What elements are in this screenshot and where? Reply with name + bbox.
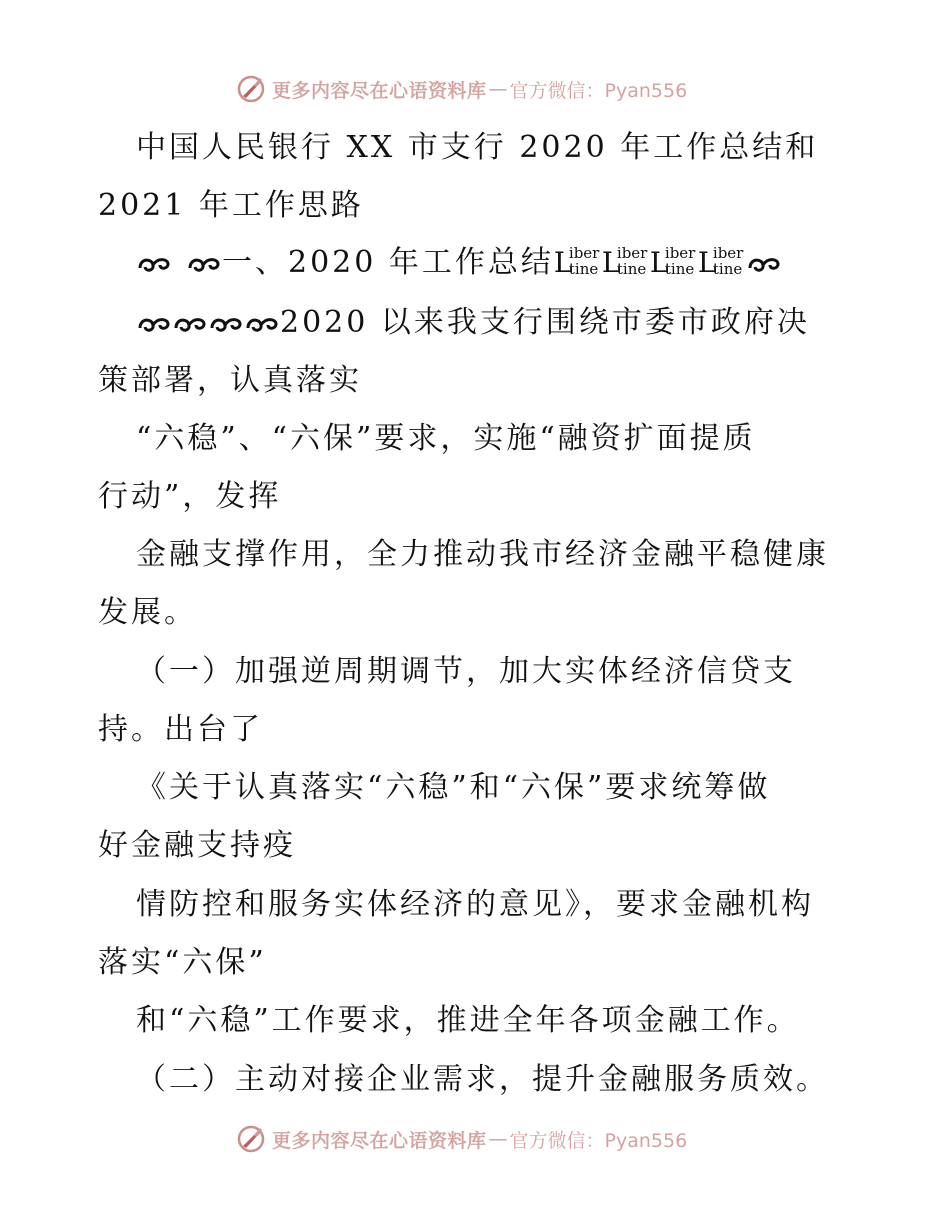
paragraph-4-line-2: 持。出台了 (98, 712, 263, 747)
ligature-sub: tine (664, 260, 695, 278)
ligature-sup: iber (616, 244, 648, 262)
paragraph-1-line-1 (136, 303, 810, 343)
section-heading-row (136, 243, 782, 283)
watermark-wechat: 官方微信：Pyan556 (509, 1129, 688, 1152)
ligature-big: L (649, 246, 672, 279)
doc-title-line-2: 2021 年工作思路 (98, 188, 364, 223)
ligature-big: L (601, 246, 624, 279)
ligature-big: L (553, 246, 576, 279)
watermark-text: 更多内容尽在心语资料库 (272, 79, 487, 102)
ornament-icon (186, 253, 222, 275)
paragraph-2-line-1: “六稳”、“六保”要求，实施“融资扩面提质 (136, 421, 756, 456)
ornament-icon (244, 313, 280, 335)
watermark-separator: — (488, 1128, 508, 1150)
paragraph-6-line-1: 情防控和服务实体经济的意见》，要求金融机构 (136, 887, 814, 922)
ligature-glyph (697, 244, 745, 281)
ornament-icon (746, 253, 782, 275)
paragraph-7-line-1: 和“六稳”工作要求，推进全年各项金融工作。 (136, 1003, 800, 1038)
section-heading: 一、2020 年工作总结 (222, 245, 554, 280)
header-watermark-banner (0, 70, 950, 110)
ligature-glyph (601, 244, 649, 281)
ornament-icon (136, 253, 172, 275)
ligature-sub: tine (568, 260, 599, 278)
ligature-sup: iber (664, 244, 696, 262)
ligature-sub: tine (616, 260, 647, 278)
paragraph-8-line-1: （二）主动对接企业需求，提升金融服务质效。 (136, 1062, 829, 1097)
ligature-glyph (649, 244, 697, 281)
ligature-glyph (553, 244, 601, 281)
quill-logo-icon (236, 74, 266, 104)
ornament-icon (136, 313, 172, 335)
paragraph-text: 2020 以来我支行围绕市委市政府决 (280, 305, 810, 340)
ligature-big: L (697, 246, 720, 279)
ornament-icon (172, 313, 208, 335)
quill-logo-icon (236, 1124, 266, 1154)
ligature-sub: tine (712, 260, 743, 278)
paragraph-5-line-2: 好金融支持疫 (98, 828, 296, 863)
paragraph-2-line-2: 行动”，发挥 (98, 479, 282, 514)
paragraph-6-line-2: 落实“六保” (98, 945, 267, 980)
paragraph-3-line-2: 发展。 (98, 595, 197, 630)
paragraph-4-line-1: （一）加强逆周期调节，加大实体经济信贷支 (136, 654, 796, 689)
watermark-text: 更多内容尽在心语资料库 (272, 1129, 487, 1152)
ligature-sup: iber (568, 244, 600, 262)
doc-title-line-1: 中国人民银行 XX 市支行 2020 年工作总结和 (136, 130, 819, 165)
paragraph-5-line-1: 《关于认真落实“六稳”和“六保”要求统筹做 (136, 770, 771, 805)
ligature-sup: iber (712, 244, 744, 262)
watermark-separator: — (488, 78, 508, 100)
footer-watermark-banner (0, 1120, 950, 1160)
paragraph-3-line-1: 金融支撑作用，全力推动我市经济金融平稳健康 (136, 537, 829, 572)
paragraph-1-line-2: 策部署，认真落实 (98, 363, 362, 398)
watermark-wechat: 官方微信：Pyan556 (509, 79, 688, 102)
ornament-icon (208, 313, 244, 335)
